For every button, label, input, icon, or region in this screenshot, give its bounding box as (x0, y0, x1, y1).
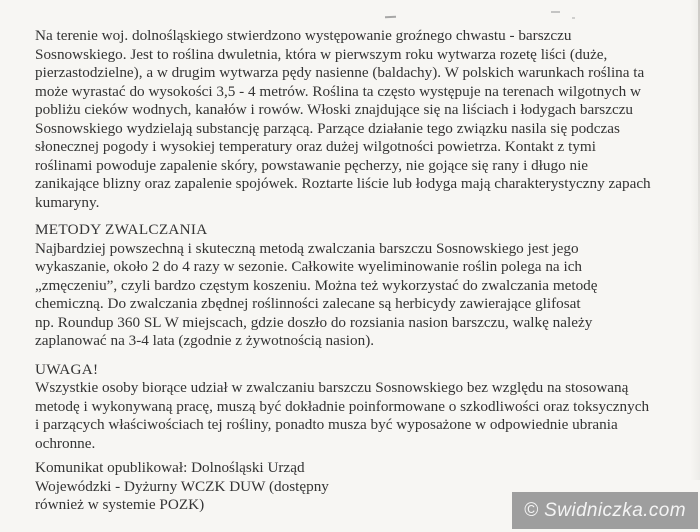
text-line: kumaryny. (35, 193, 100, 211)
text-line: pobliżu cieków wodnych, kanałów i rowów. Włoski znajdujące się na liściach i łodygach barszczu (35, 101, 634, 118)
warning-heading: UWAGA! (35, 360, 99, 378)
warning-section (35, 361, 685, 454)
methods-heading: METODY ZWALCZANIA (35, 221, 208, 238)
intro-paragraph (35, 27, 685, 212)
text-line: ochronne. (35, 434, 96, 452)
scan-artifact-dot (572, 17, 575, 19)
text-line: i parzących właściwościach tej rośliny, ponadto musza być wyposażone w odpowiednie ubrania (35, 416, 618, 433)
text-line: roślinami powoduje zapalenie skóry, powstawanie pęcherzy, nie gojące się rany i długo nie (35, 156, 589, 174)
text-line: Najbardziej powszechną i skuteczną metodą zwalczania barszczu Sosnowskiego jest jego (35, 239, 579, 257)
scan-artifact-dash (385, 16, 396, 18)
text-line: chemiczną. Do zwalczania zbędnej roślinności zalecane są herbicydy zawierające glifosat (35, 295, 581, 312)
methods-section (35, 221, 685, 351)
scan-artifact-dash (551, 11, 560, 13)
text-line: „zmęczeniu”, czyli bardzo częstym koszeniu. Można też wykorzystać do zwalczania metodę (35, 276, 598, 294)
text-line: słonecznej pogody i wysokiej temperatury oraz dużej wilgotności powietrza. Kontakt z tymi (35, 138, 596, 155)
text-line: np. Roundup 360 SL W miejscach, gdzie doszło do rozsiania nasion barszczu, walkę należy (35, 313, 593, 331)
text-line: wykaszanie, około 2 do 4 razy w sezonie. Całkowite wyeliminowanie roślin polega na ich (35, 258, 583, 275)
text-line: Wojewódzki - Dyżurny WCZK DUW (dostępny (35, 477, 329, 495)
text-line: pierzastodzielne), a w drugim wytwarza pędy nasienne (baldachy). W polskich warunkach roślina ta (35, 64, 645, 81)
text-line: również w systemie POZK) (35, 496, 205, 513)
text-line: zanikające blizny oraz zapalenie spojówek. Roztarte liście lub łodyga mają charakterystyczny zapach (35, 175, 651, 192)
text-line: Sosnowskiego. Jest to roślina dwuletnia, która w pierwszym roku wytwarza rozetę liści (duże, (35, 45, 608, 63)
text-line: może wyrastać do wysokości 3,5 - 4 metrów. Roślina ta często występuje na terenach wilgotnych w (35, 82, 641, 100)
text-line: Na terenie woj. dolnośląskiego stwierdzono występowanie groźnego chwastu - barszczu (35, 27, 572, 44)
text-line: Sosnowskiego wydzielają substancję parzącą. Parzące działanie tego związku nasila się podczas (35, 119, 620, 137)
text-line: Komunikat opublikował: Dolnośląski Urząd (35, 459, 305, 476)
text-line: zaplanować na 3-4 lata (zgodnie z żywotnością nasion). (35, 332, 375, 349)
text-line: Wszystkie osoby biorące udział w zwalczaniu barszczu Sosnowskiego bez względu na stosowaną (35, 379, 629, 396)
scan-artifact-shade (690, 0, 700, 480)
text-line: metodę i wykonywaną pracę, muszą być dokładnie poinformowane o szkodliwości oraz toksycznych (35, 397, 650, 415)
document-body (35, 27, 685, 515)
watermark-text: © Swidniczka.com (524, 499, 686, 521)
watermark-swidniczka (512, 492, 698, 529)
